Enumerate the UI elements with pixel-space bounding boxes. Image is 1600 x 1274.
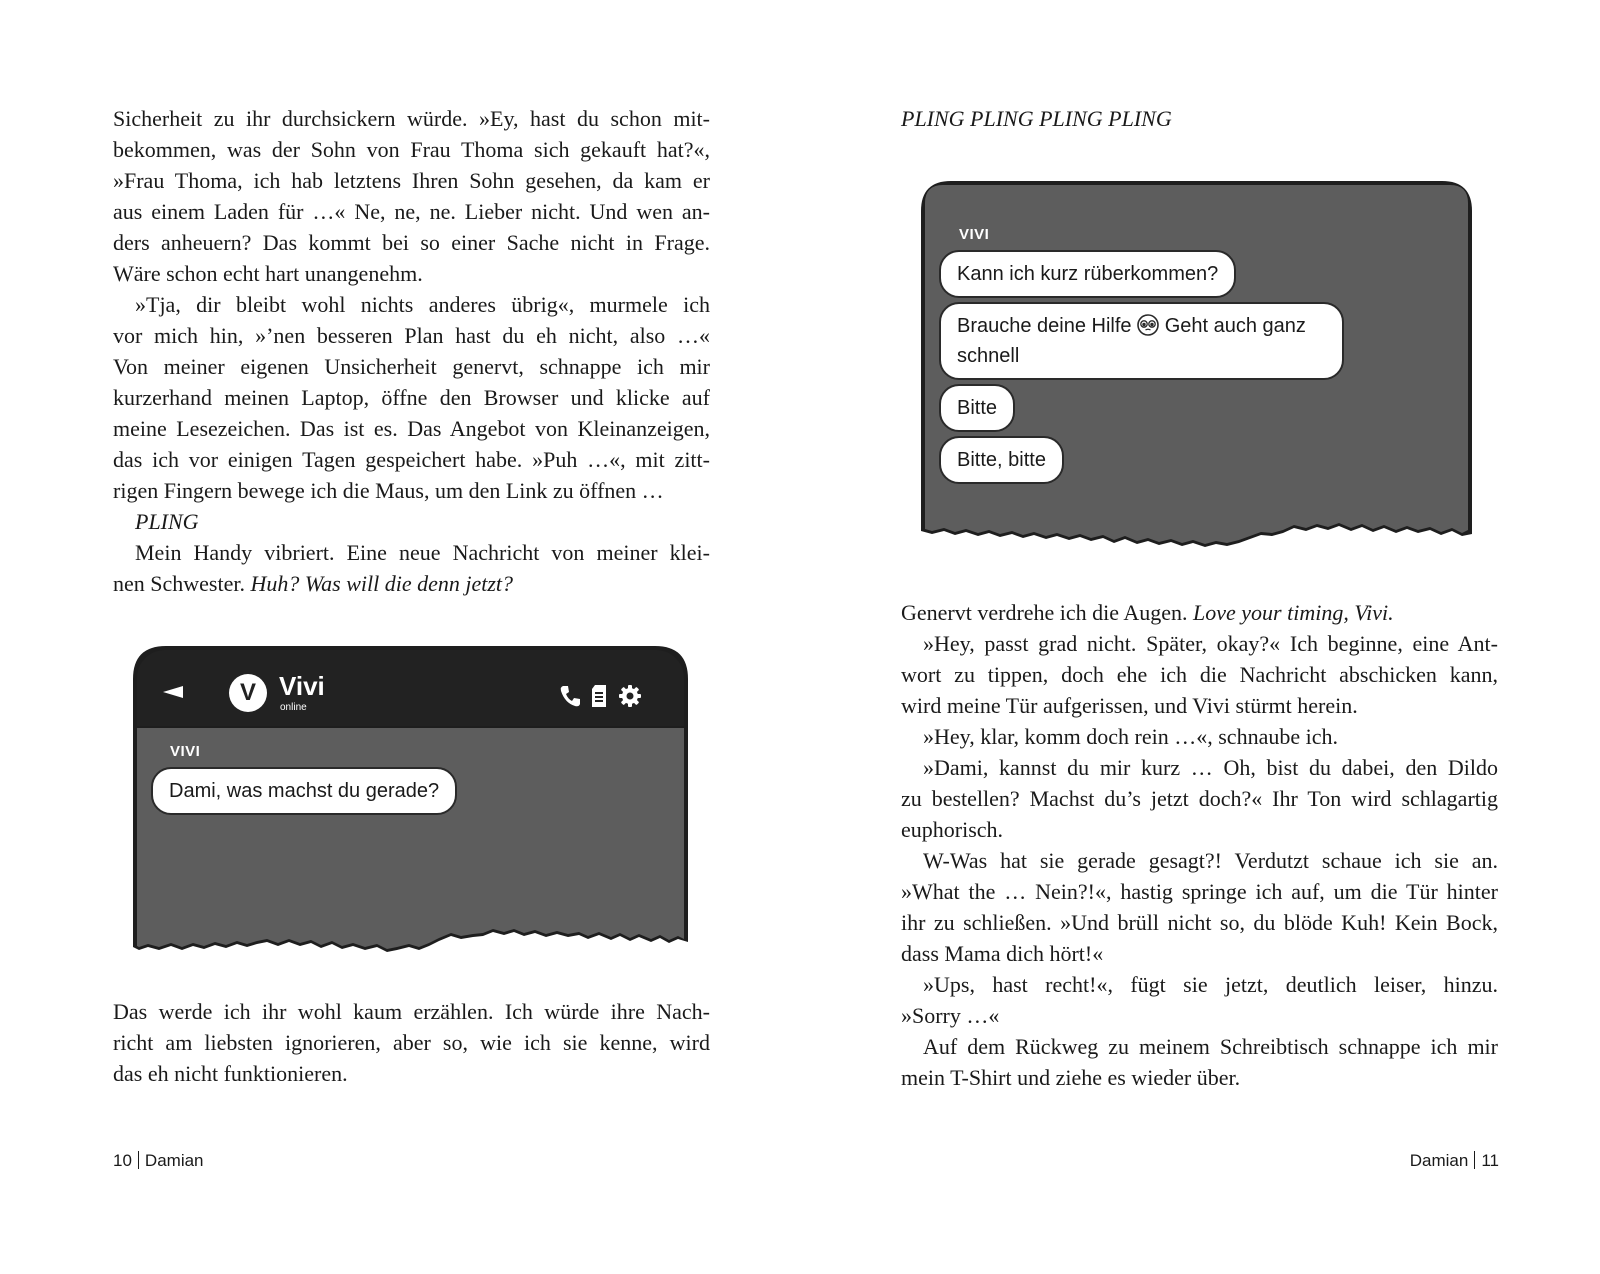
separator (138, 1151, 139, 1169)
text-line: aus einem Laden für …« Ne, ne, ne. Lieber nicht. Und wen an- (113, 199, 710, 224)
text-line: »Sorry …« (901, 1003, 1000, 1028)
chat-header (137, 650, 684, 726)
message-bubble[interactable]: Dami, was machst du gerade? (151, 767, 457, 815)
text-line: zu bestellen? Machst du’s jetzt doch?« Ihr Ton wird schlagartig (901, 786, 1498, 811)
text-line: euphorisch. (901, 817, 1004, 842)
phone-icon[interactable] (559, 684, 581, 708)
message-sender: VIVI (959, 226, 990, 243)
message-text: schnell (957, 345, 1020, 367)
text-line: Das werde ich ihr wohl kaum erzählen. Ich würde ihre Nach- (113, 999, 710, 1024)
text-line: Wäre schon echt hart unangenehm. (113, 261, 423, 286)
gear-icon[interactable] (618, 684, 642, 708)
text-line: vor mich hin, »’nen besseren Plan hast du eh nicht, also …« (113, 323, 710, 348)
text-line: Von meiner eigenen Unsicherheit genervt, schnappe ich mir (113, 354, 710, 379)
contact-name[interactable]: Vivi (279, 671, 325, 701)
pling-line: PLING (135, 509, 199, 534)
text-line: meine Lesezeichen. Das ist es. Das Angebot von Kleinanzeigen, (113, 416, 710, 441)
text-line: »Frau Thoma, ich hab letztens Ihren Sohn gesehen, da kam er (113, 168, 710, 193)
message-bubble[interactable] (939, 302, 1344, 380)
separator (1474, 1151, 1475, 1169)
message-bubble[interactable]: Bitte (939, 384, 1015, 432)
message-sender: VIVI (170, 743, 201, 760)
pleading-face-icon (1137, 314, 1159, 336)
message-text: Geht auch ganz (1164, 315, 1306, 337)
text-line: rigen Fingern bewege ich die Maus, um den Link zu öffnen … (113, 478, 664, 503)
text-line: »Hey, passt grad nicht. Später, okay?« Ich beginne, eine Ant- (923, 631, 1498, 656)
text-line: Mein Handy vibriert. Eine neue Nachricht von meiner klei- (135, 540, 710, 565)
text-line: wird meine Tür aufgerissen, und Vivi stürmt herein. (901, 693, 1358, 718)
text-line: das eh nicht funktionieren. (113, 1061, 348, 1086)
running-head: Damian (144, 1151, 204, 1170)
inner-thought: Huh? Was will die denn jetzt? (250, 571, 514, 596)
text-line: »Tja, dir bleibt wohl nichts anderes übrig«, murmele ich (135, 292, 710, 317)
text-line: Sicherheit zu ihr durchsickern würde. »Ey, hast du schon mit- (113, 106, 710, 131)
text-line: das ich vor einigen Tagen gespeichert habe. »Puh …«, mit zitt- (113, 447, 710, 472)
running-head: Damian (1409, 1151, 1469, 1170)
text-line: bekommen, was der Sohn von Frau Thoma sich gekauft hat?«, (113, 137, 710, 162)
text-line: »What the … Nein?!«, hastig springe ich auf, um die Tür hinter (901, 879, 1498, 904)
text-line: »Dami, kannst du mir kurz … Oh, bist du dabei, den Dildo (923, 755, 1498, 780)
page-footer (1410, 1148, 1499, 1174)
text-line: ihr zu schließen. »Und brüll nicht so, du blöde Kuh! Kein Bock, (901, 910, 1498, 935)
message-bubble[interactable]: Kann ich kurz rüberkommen? (939, 250, 1236, 298)
text-line (113, 568, 710, 600)
text-span: nen Schwester. (113, 571, 251, 596)
text-line: mein T-Shirt und ziehe es wieder über. (901, 1065, 1241, 1090)
contact-status: online (280, 702, 307, 713)
inner-thought: Love your timing, Vivi. (1193, 600, 1394, 625)
text-line (901, 597, 1498, 629)
text-line: dass Mama dich hört!« (901, 941, 1104, 966)
text-line: ders anheuern? Das kommt bei so einer Sache nicht in Frage. (113, 230, 710, 255)
text-line: »Ups, hast recht!«, fügt sie jetzt, deutlich leiser, hinzu. (923, 972, 1498, 997)
page-number: 10 (113, 1151, 132, 1170)
message-bubble[interactable]: Bitte, bitte (939, 436, 1064, 484)
chat-screen-right (921, 181, 1472, 561)
text-line: kurzerhand meinen Laptop, öffne den Browser und klicke auf (113, 385, 710, 410)
chat-screen-left (133, 646, 688, 976)
avatar[interactable]: V (229, 674, 267, 712)
text-line: Auf dem Rückweg zu meinem Schreibtisch schnappe ich mir (923, 1034, 1498, 1059)
text-line: wort zu tippen, doch ehe ich die Nachricht abschicken kann, (901, 662, 1498, 687)
text-line: »Hey, klar, komm doch rein …«, schnaube ich. (923, 724, 1338, 749)
page-footer (113, 1148, 204, 1174)
page-number: 11 (1481, 1151, 1499, 1170)
document-icon[interactable] (590, 684, 608, 708)
message-text: Brauche deine Hilfe (957, 315, 1132, 337)
back-arrow-icon[interactable] (163, 686, 183, 698)
text-line: richt am liebsten ignorieren, aber so, wie ich sie kenne, wird (113, 1030, 710, 1055)
text-line: W-Was hat sie gerade gesagt?! Verdutzt schaue ich sie an. (923, 848, 1498, 873)
text-span: Genervt verdrehe ich die Augen. (901, 600, 1193, 625)
pling-line: PLING PLING PLING PLING (901, 106, 1172, 131)
